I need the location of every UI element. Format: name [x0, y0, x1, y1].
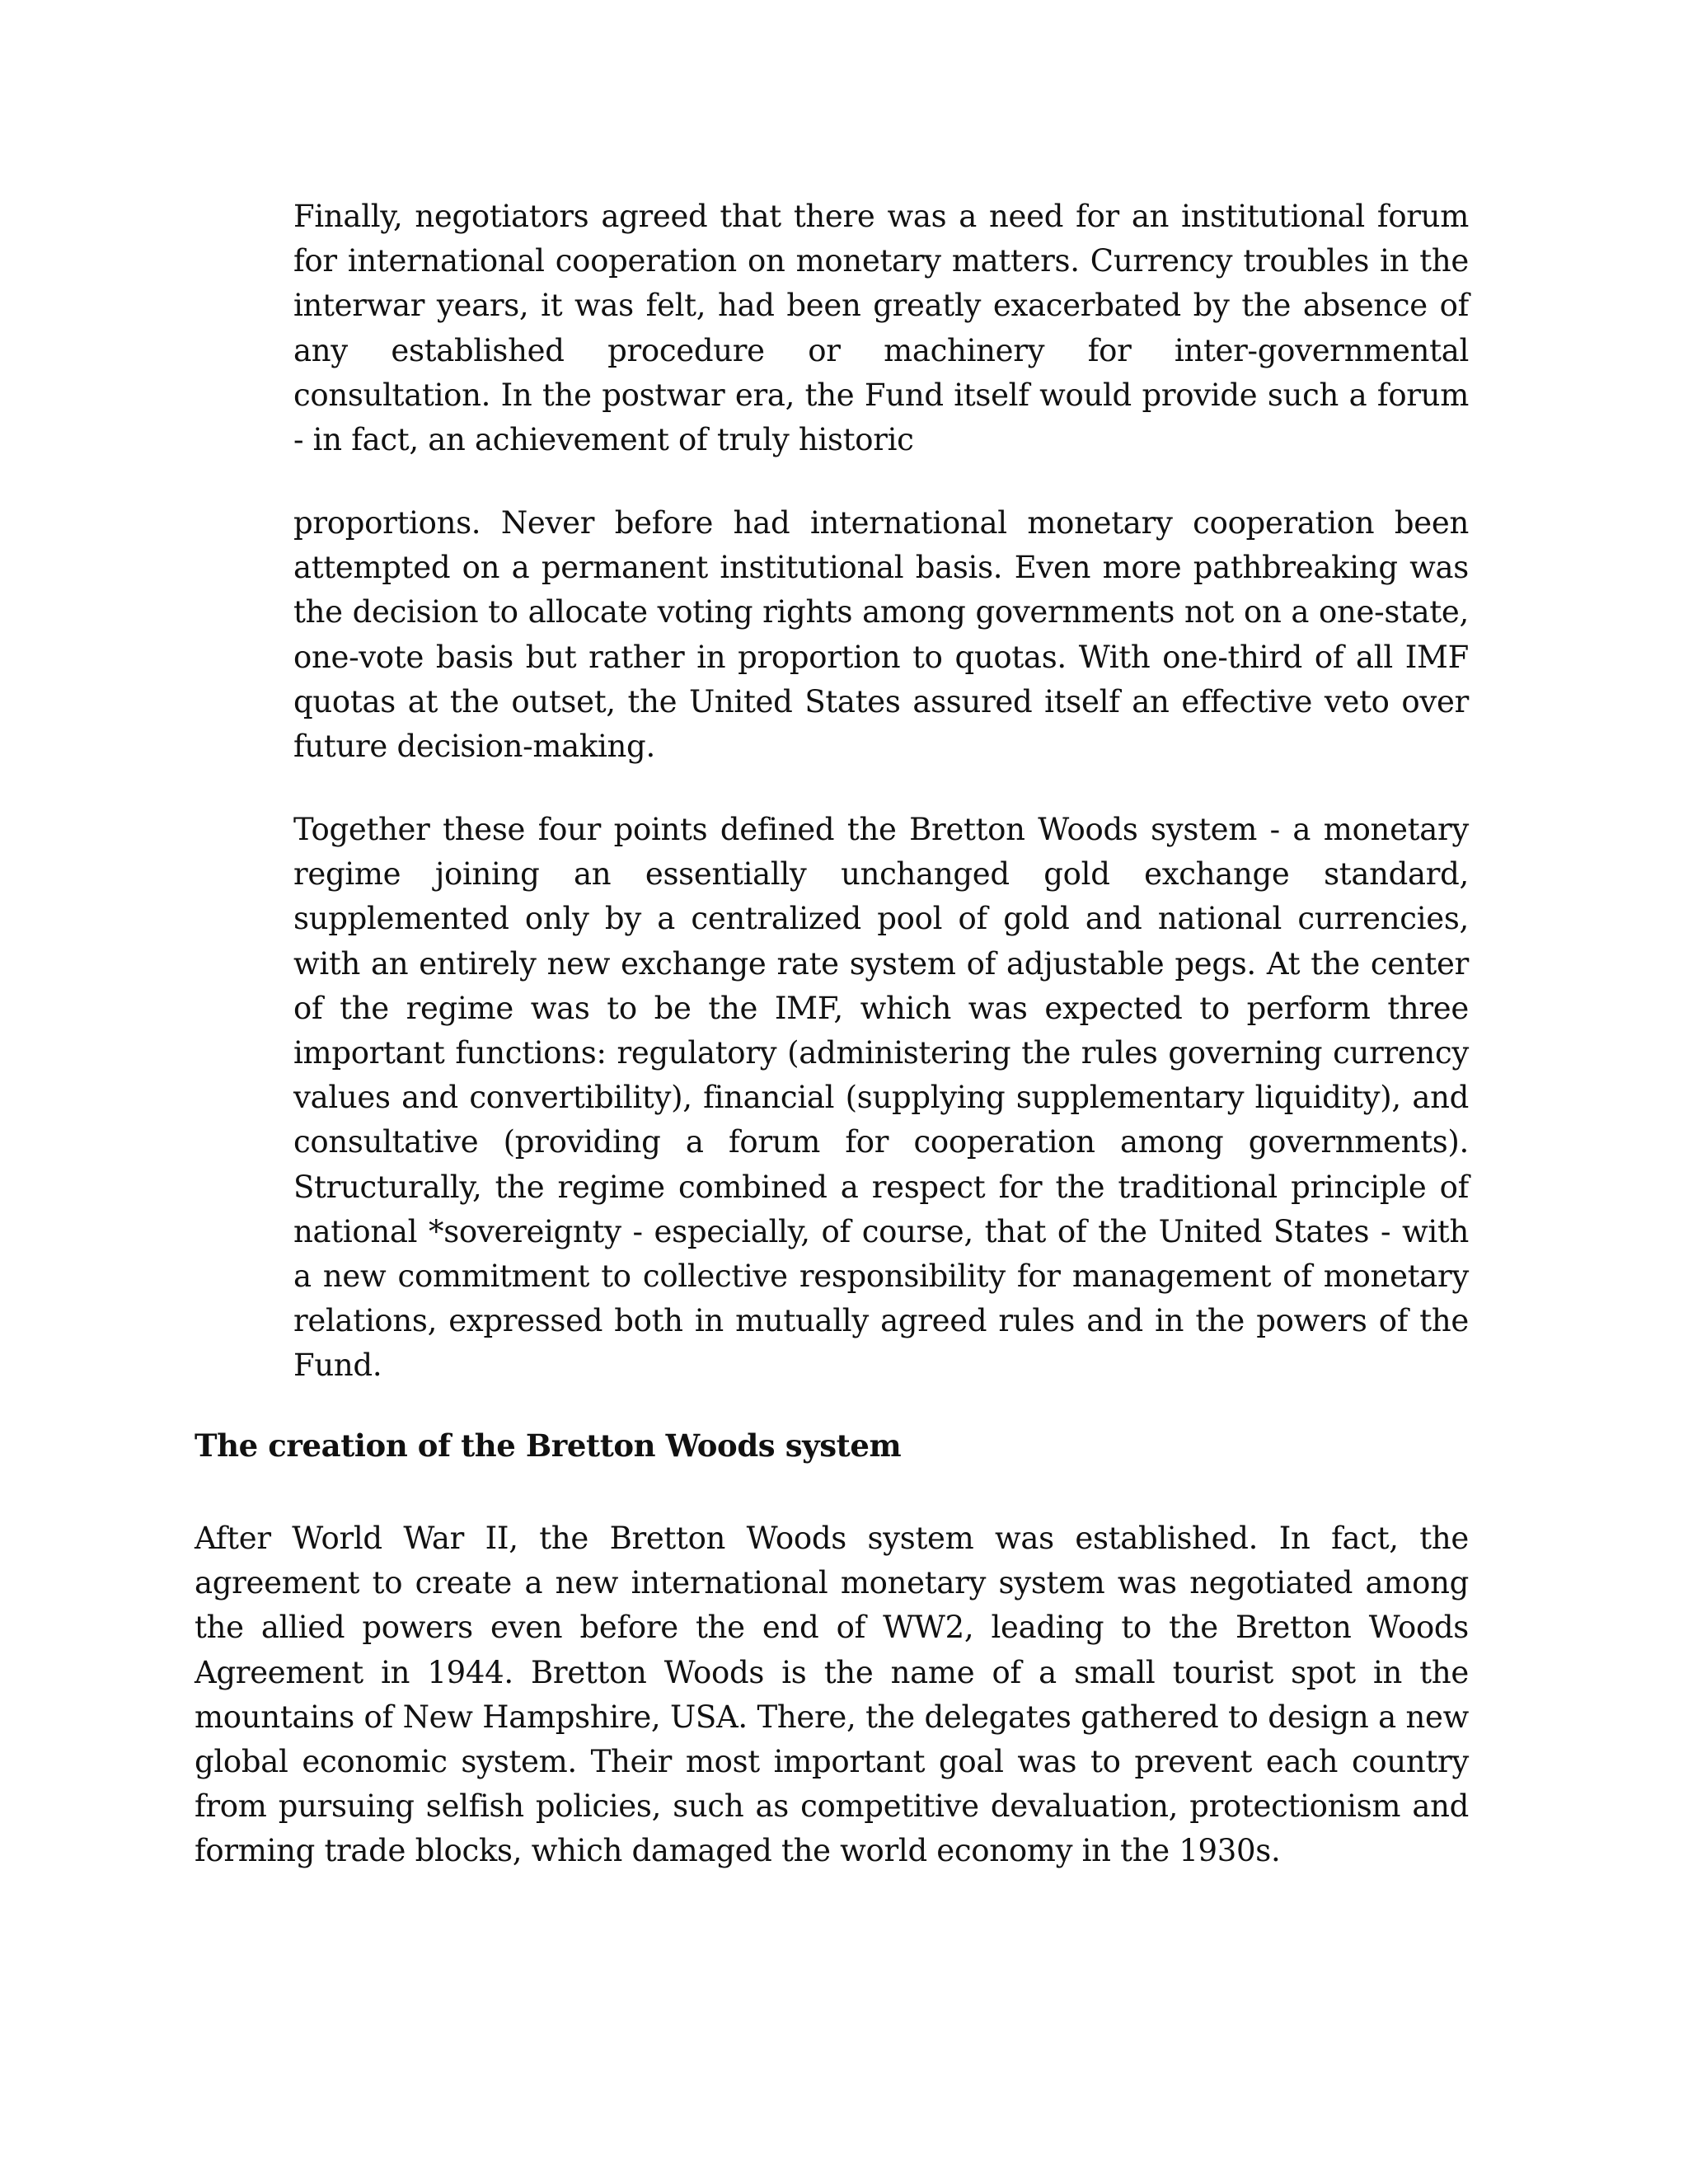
paragraph-creation: After World War II, the Bretton Woods system was established. In fact, the agreement to create a new international monetary system was negotiated among the allied powers even before the end of WW2, leading to the Bretton Woods Agreement in 1944. Bretton Woods is the name of a small tourist spot in the mountains of New Hampshire, USA. There, the delegates gathered to design a new global economic system. Their most important goal was to prevent each country from pursuing selfish policies, such as competitive devaluation, protectionism and forming trade blocks, which damaged the world economy in the 1930s.	[195, 1521, 1469, 1869]
section-heading: The creation of the Bretton Woods system	[195, 1427, 902, 1464]
paragraph-institutional-forum: Finally, negotiators agreed that there was a need for an institutional forum for international cooperation on monetary matters. Currency troubles in the interwar years, it was felt, had been greatly exacerbated by the absence of any established procedure or machinery for inter-governmental consultation. In the postwar era, the Fund itself would provide such a forum - in fact, an achievement of truly historic	[293, 199, 1469, 458]
paragraph-voting-rights: proportions. Never before had international monetary cooperation been attempted on a permanent institutional basis. Even more pathbreaking was the decision to allocate voting rights among governments not on a one-state, one-vote basis but rather in proportion to quotas. With one-third of all IMF quotas at the outset, the United States assured itself an effective veto over future decision-making.	[293, 505, 1469, 765]
paragraph-bretton-woods-system: Together these four points defined the Bretton Woods system - a monetary regime joining an essentially unchanged gold exchange standard, supplemented only by a centralized pool of gold and national currencies, with an entirely new exchange rate system of adjustable pegs. At the center of the regime was to be the IMF, which was expected to perform three important functions: regulatory (administering the rules governing currency values and convertibility), financial (supplying supplementary liquidity), and consultative (providing a forum for cooperation among governments). Structurally, the regime combined a respect for the traditional principle of national *sovereignty - especially, of course, that of the United States - with a new commitment to collective responsibility for management of monetary relations, expressed both in mutually agreed rules and in the powers of the Fund.	[293, 812, 1469, 1384]
